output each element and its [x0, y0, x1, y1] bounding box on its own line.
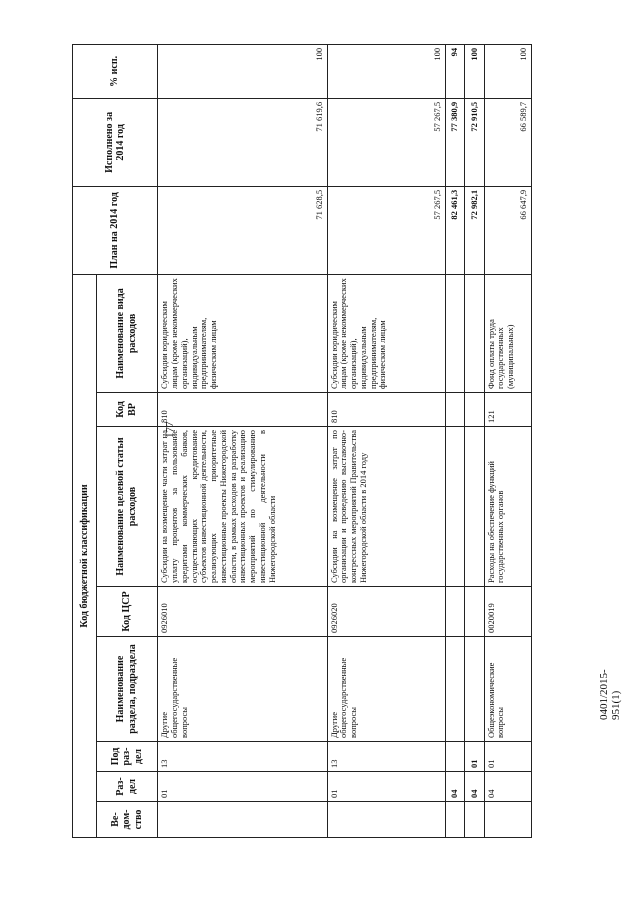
cell-podrazdel: [445, 742, 465, 772]
cell-csr: 0926010: [158, 587, 327, 637]
cell-podrazdel: 13: [158, 742, 327, 772]
table-row: [158, 44, 327, 837]
cell-csr: 0020019: [484, 587, 531, 637]
header-group: Код бюджетной классификации: [73, 274, 97, 837]
budget-table-container: [72, 45, 532, 838]
cell-razdel: 04: [465, 772, 485, 802]
cell-podrazdel: 01: [484, 742, 531, 772]
cell-podrazdel: 01: [465, 742, 485, 772]
cell-csr-name: Расходы на обеспечение функций государственных органов: [484, 427, 531, 587]
cell-ved: [158, 802, 327, 838]
cell-plan: 82 461,3: [445, 186, 465, 274]
header-razdel-name: Наименование раздела, подраздела: [96, 637, 158, 742]
cell-razdel: 01: [327, 772, 445, 802]
table-row: [484, 44, 531, 837]
cell-plan: 71 628,5: [158, 186, 327, 274]
header-razdel: Раз-дел: [96, 772, 158, 802]
cell-ispolneno: 66 589,7: [484, 98, 531, 186]
cell-percent: 94: [445, 44, 465, 98]
cell-ispolneno: 57 267,5: [327, 98, 445, 186]
cell-csr-name: Субсидии на возмещение затрат по организации и проведению выставочно-конгрессных мероприятий Правительства Нижегородской области в 2014 году: [327, 427, 445, 587]
cell-vr: 810: [327, 393, 445, 427]
cell-csr-name: Субсидии на возмещение части затрат на уплату процентов за пользование кредитами коммерческих банков, осуществляющих кредитование субъектов инвестиционной деятельности, реализующих приоритетные инвестиционные проекты Нижегородской области, в рамках расходов на разработку инвестиционных проектов и реализацию мероприятий по стимулированию инвестиционной деятельности в Нижегородской области: [158, 427, 327, 587]
cell-csr: 0926020: [327, 587, 445, 637]
header-vr: Код ВР: [96, 393, 158, 427]
cell-percent: 100: [465, 44, 485, 98]
cell-razdel: 04: [445, 772, 465, 802]
cell-vr-name: Фонд оплаты труда государственных (муниципальных): [484, 274, 531, 392]
cell-percent: 100: [327, 44, 445, 98]
cell-percent: 100: [484, 44, 531, 98]
total-row: [445, 44, 465, 837]
header-ispolneno: Исполнено за 2014 год: [73, 98, 158, 186]
cell-plan: 72 982,1: [465, 186, 485, 274]
cell-vr-name: Субсидии юридическим лицам (кроме некоммерческих организаций), индивидуальным предпринимателям, физическим лицам: [327, 274, 445, 392]
cell-ispolneno: 72 910,5: [465, 98, 485, 186]
cell-ispolneno: 77 380,9: [445, 98, 465, 186]
page-number: 177: [164, 421, 176, 438]
header-vr-name: Наименование вида расходов: [96, 274, 158, 392]
total-row: [465, 44, 485, 837]
document-code: 0401/2015-951(1): [598, 669, 622, 720]
cell-plan: 66 647,9: [484, 186, 531, 274]
cell-ved: [484, 802, 531, 838]
header-csr: Код ЦСР: [96, 587, 158, 637]
cell-percent: 100: [158, 44, 327, 98]
header-vedomstvo: Ве-дом-ство: [96, 802, 158, 838]
header-plan: План на 2014 год: [73, 186, 158, 274]
table-row: [327, 44, 445, 837]
cell-razdel: 04: [484, 772, 531, 802]
header-percent: % исп.: [73, 44, 158, 98]
cell-razdel-name: Общеэкономические вопросы: [484, 637, 531, 742]
cell-razdel-name: Другие общегосударственные вопросы: [327, 637, 445, 742]
cell-razdel-name: Другие общегосударственные вопросы: [158, 637, 327, 742]
cell-ved: [327, 802, 445, 838]
cell-vr: 121: [484, 393, 531, 427]
cell-ispolneno: 71 619,6: [158, 98, 327, 186]
cell-vr: 810: [158, 393, 327, 427]
budget-table: [72, 44, 532, 838]
header-group-row: [73, 44, 97, 837]
cell-razdel: 01: [158, 772, 327, 802]
cell-plan: 57 267,5: [327, 186, 445, 274]
cell-podrazdel: 13: [327, 742, 445, 772]
header-csr-name: Наименование целевой статьи расходов: [96, 427, 158, 587]
header-podrazdel: Под раз-дел: [96, 742, 158, 772]
cell-vr-name: Субсидии юридическим лицам (кроме некоммерческих организаций), индивидуальным предпринимателям, физическим лицам: [158, 274, 327, 392]
